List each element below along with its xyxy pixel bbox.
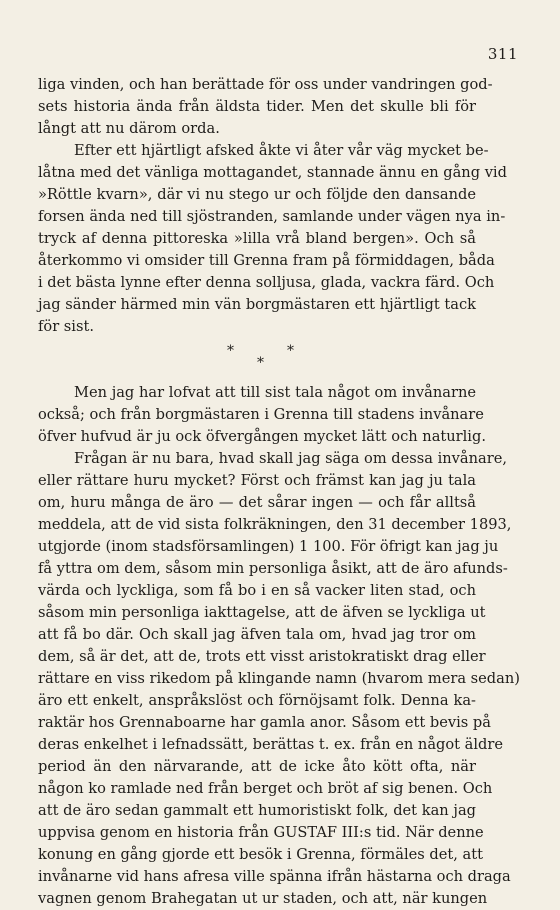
text-line: jag sänder härmed min vän borgmästaren ett hjärtligt tack	[38, 296, 476, 313]
text-line: låtna med det vänliga mottagandet, stannade ännu en gång vid	[38, 164, 507, 181]
text-line: om, huru många de äro — det sårar ingen — och får alltså	[38, 494, 476, 511]
text-line: få yttra om dem, såsom min personliga åsikt, att de äro afunds-	[38, 560, 508, 577]
text-line: öfver hufvud är ju ock öfvergången mycket lätt och naturlig.	[38, 428, 486, 445]
text-line: för sist.	[38, 318, 94, 335]
asterisk-icon: *	[287, 343, 294, 359]
text-line: invånarne vid hans afresa ville spänna ifrån hästarna och draga	[38, 868, 511, 885]
text-line: period än den närvarande, att de icke åto kött ofta, när	[38, 758, 476, 775]
text-line: konung en gång gjorde ett besök i Grenna, förmäles det, att	[38, 846, 483, 863]
text-line: utgjorde (inom stadsförsamlingen) 1 100. För öfrigt kan jag ju	[38, 538, 499, 555]
text-line: Efter ett hjärtligt afsked åkte vi åter vår väg mycket be-	[74, 142, 489, 159]
text-line: uppvisa genom en historia från GUSTAF III:s tid. När denne	[38, 824, 484, 841]
text-line: liga vinden, och han berättade för oss under vandringen god-	[38, 76, 493, 93]
asterisk-icon: *	[227, 343, 234, 359]
asterisk-icon: *	[257, 355, 264, 371]
text-line: Men jag har lofvat att till sist tala något om invånarne	[74, 384, 476, 401]
text-line: tryck af denna pittoreska »lilla vrå bland bergen». Och så	[38, 230, 476, 247]
text-line: också; och från borgmästaren i Grenna till stadens invånare	[38, 406, 484, 423]
text-line: att få bo där. Och skall jag äfven tala om, hvad jag tror om	[38, 626, 476, 643]
text-line: dem, så är det, att de, trots ett visst aristokratiskt drag eller	[38, 648, 486, 665]
text-line: eller rättare huru mycket? Först och främst kan jag ju tala	[38, 472, 476, 489]
text-line: rättare en viss rikedom på klingande namn (hvarom mera sedan)	[38, 670, 520, 687]
text-line: »Röttle kvarn», där vi nu stego ur och följde den dansande	[38, 186, 476, 203]
text-line: meddela, att de vid sista folkräkningen, den 31 december 1893,	[38, 516, 512, 533]
text-line: raktär hos Grennaboarne har gamla anor. Såsom ett bevis på	[38, 714, 491, 731]
section-separator	[38, 338, 476, 382]
text-line: återkommo vi omsider till Grenna fram på förmiddagen, båda	[38, 252, 495, 269]
body-text	[38, 74, 520, 910]
text-line: deras enkelhet i lefnadssätt, berättas t. ex. från en något äldre	[38, 736, 503, 753]
page-number: 311	[487, 45, 518, 63]
text-line: långt att nu därom orda.	[38, 120, 220, 137]
text-line: såsom min personliga iakttagelse, att de äfven se lyckliga ut	[38, 604, 486, 621]
text-line: att de äro sedan gammalt ett humoristiskt folk, det kan jag	[38, 802, 476, 819]
text-line: forsen ända ned till sjöstranden, samlande under vägen nya in-	[38, 208, 506, 225]
text-line: i det bästa lynne efter denna solljusa, glada, vackra färd. Och	[38, 274, 495, 291]
text-line: äro ett enkelt, anspråkslöst och förnöjsamt folk. Denna ka-	[38, 692, 476, 709]
text-line: någon ko ramlade ned från berget och bröt af sig benen. Och	[38, 780, 493, 797]
text-line: värda och lyckliga, som få bo i en så vacker liten stad, och	[38, 582, 476, 599]
text-line: Frågan är nu bara, hvad skall jag säga om dessa invånare,	[74, 450, 507, 467]
text-line: sets historia ända från äldsta tider. Men det skulle bli för	[38, 98, 476, 115]
text-line: vagnen genom Brahegatan ut ur staden, och att, när kungen	[38, 890, 488, 907]
